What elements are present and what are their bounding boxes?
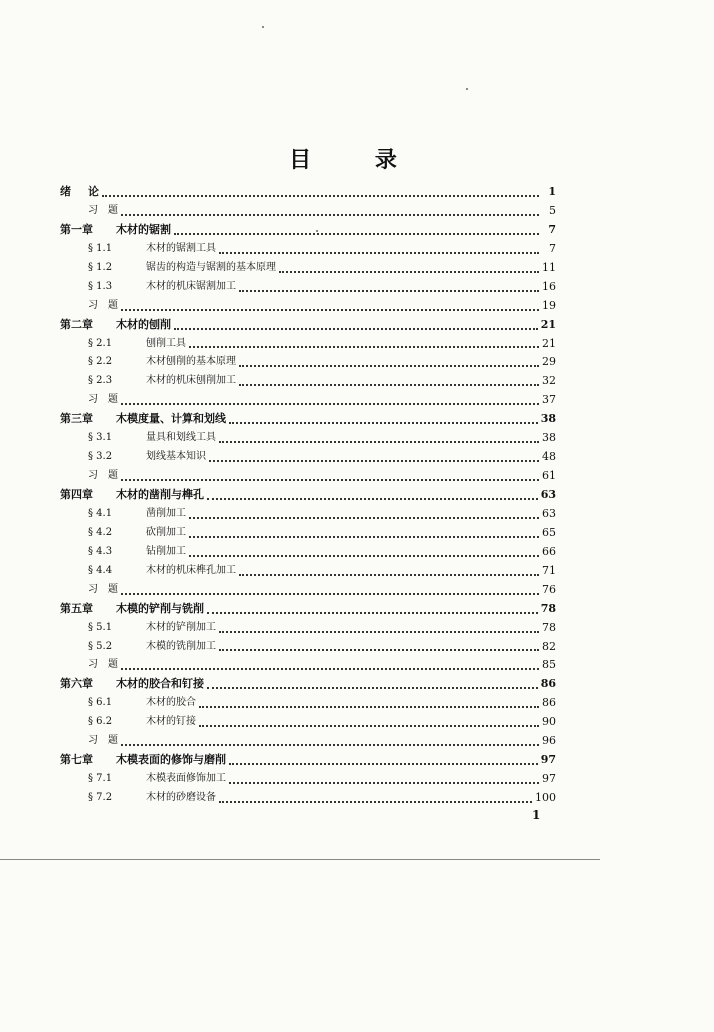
dot-leader xyxy=(121,478,539,481)
dot-leader xyxy=(239,289,539,292)
entry-page-number: 90 xyxy=(542,715,556,729)
entry-page-number: 48 xyxy=(542,450,556,464)
dot-leader xyxy=(207,611,538,614)
dot-leader xyxy=(121,743,539,746)
entry-page-number: 96 xyxy=(542,734,556,748)
section-number: § 5.1 xyxy=(88,621,113,633)
entry-title: 木模表面的修饰与磨削 xyxy=(116,753,226,767)
entry-page-number: 63 xyxy=(542,506,556,520)
chapter-number: 第一章 xyxy=(60,222,93,236)
toc-entry-section xyxy=(60,448,556,467)
entry-title: 木材的锯割 xyxy=(116,222,171,236)
toc-entry-section xyxy=(60,543,556,562)
toc-entry-section xyxy=(60,505,556,524)
entry-page-number: 37 xyxy=(542,393,556,407)
dot-leader xyxy=(174,232,539,235)
entry-title: 习 题 xyxy=(88,735,118,747)
dot-leader xyxy=(219,251,539,254)
dot-leader xyxy=(102,194,539,197)
entry-title: 论 xyxy=(88,185,99,198)
entry-page-number: 86 xyxy=(540,677,556,691)
section-number: § 4.2 xyxy=(88,526,113,538)
entry-title: 木材的机床刨削加工 xyxy=(146,375,236,387)
entry-title: 锯齿的构造与锯割的基本原理 xyxy=(146,261,276,273)
entry-page-number: 19 xyxy=(542,298,556,312)
entry-title: 凿削加工 xyxy=(146,507,186,519)
entry-page-number: 65 xyxy=(542,525,556,539)
toc-entry-section xyxy=(60,259,556,278)
entry-title: 木材的钉接 xyxy=(146,716,196,728)
toc-entry-exercise xyxy=(60,732,556,751)
dot-leader xyxy=(229,762,538,765)
dot-leader xyxy=(207,497,538,500)
dot-leader xyxy=(189,345,539,348)
entry-page-number: 5 xyxy=(549,203,556,217)
section-number: § 1.1 xyxy=(88,242,113,254)
entry-title: 钻削加工 xyxy=(146,545,186,557)
entry-title: 刨削工具 xyxy=(146,337,186,349)
entry-title: 习 题 xyxy=(88,659,118,671)
entry-title: 习 题 xyxy=(88,204,118,216)
entry-title: 量具和划线工具 xyxy=(146,432,216,444)
toc-entry-section xyxy=(60,562,556,581)
toc-entry-exercise xyxy=(60,581,556,600)
scan-speck xyxy=(466,88,468,90)
chapter-number: 第七章 xyxy=(60,753,93,767)
dot-leader xyxy=(219,440,539,443)
toc-entry-chapter xyxy=(60,221,556,240)
entry-title: 木材刨削的基本原理 xyxy=(146,356,236,368)
dot-leader xyxy=(189,535,539,538)
toc-entry-section xyxy=(60,713,556,732)
chapter-number: 第六章 xyxy=(60,677,93,691)
entry-page-number: 21 xyxy=(540,317,556,331)
toc-entry-section xyxy=(60,278,556,297)
toc-entry-exercise xyxy=(60,297,556,316)
toc-entry-chapter xyxy=(60,486,556,505)
section-number: § 2.1 xyxy=(88,337,113,349)
toc-entry-section xyxy=(60,335,556,354)
entry-title: 习 题 xyxy=(88,470,118,482)
dot-leader xyxy=(207,686,538,689)
entry-page-number: 78 xyxy=(540,601,556,615)
toc-entry-exercise xyxy=(60,467,556,486)
entry-title: 木材的凿削与榫孔 xyxy=(116,488,204,501)
entry-page-number: 76 xyxy=(542,582,556,596)
entry-title: 砍削加工 xyxy=(146,526,186,538)
entry-page-number: 85 xyxy=(542,658,556,672)
entry-title: 木材的刨削 xyxy=(116,317,171,331)
section-number: § 3.1 xyxy=(88,432,113,444)
dot-leader xyxy=(189,554,539,557)
toc-entry-chapter xyxy=(60,751,556,770)
dot-leader xyxy=(279,270,539,273)
section-number: § 4.1 xyxy=(88,507,113,519)
section-number: § 4.3 xyxy=(88,545,113,557)
dot-leader xyxy=(199,724,539,727)
dot-leader xyxy=(121,213,539,216)
entry-page-number: 82 xyxy=(542,639,556,653)
entry-title: 木材的锯割工具 xyxy=(146,242,216,254)
dot-leader xyxy=(121,308,539,311)
entry-page-number: 78 xyxy=(542,620,556,634)
dot-leader xyxy=(189,516,539,519)
entry-page-number: 71 xyxy=(542,563,556,577)
entry-title: 习 题 xyxy=(88,299,118,311)
toc-entry-chapter xyxy=(60,675,556,694)
toc-entry-section xyxy=(60,372,556,391)
toc-entry-exercise xyxy=(60,391,556,410)
entry-page-number: 1 xyxy=(548,185,556,198)
dot-leader xyxy=(219,630,539,633)
dot-leader xyxy=(121,667,539,670)
entry-page-number: 63 xyxy=(540,488,556,501)
toc-entry-section xyxy=(60,353,556,372)
dot-leader xyxy=(239,573,539,576)
dot-leader xyxy=(121,592,539,595)
section-number: § 7.1 xyxy=(88,773,113,785)
table-of-contents xyxy=(60,183,556,808)
toc-entry-chapter xyxy=(60,316,556,335)
section-number: § 7.2 xyxy=(88,792,113,803)
section-number: § 2.2 xyxy=(88,356,113,368)
entry-page-number: 16 xyxy=(542,279,556,293)
section-number: § 3.2 xyxy=(88,451,113,463)
dot-leader xyxy=(219,800,532,803)
entry-page-number: 97 xyxy=(540,753,556,767)
chapter-number: 第五章 xyxy=(60,601,93,615)
section-number: § 6.1 xyxy=(88,697,113,709)
toc-entry-intro xyxy=(60,183,556,202)
entry-page-number: 38 xyxy=(542,431,556,445)
dot-leader xyxy=(174,327,538,330)
toc-entry-exercise xyxy=(60,656,556,675)
toc-entry-section xyxy=(60,694,556,713)
entry-page-number: 32 xyxy=(542,374,556,388)
dot-leader xyxy=(209,459,539,462)
entry-title: 木材的铲削加工 xyxy=(146,621,216,633)
dot-leader xyxy=(239,364,539,367)
entry-title: 木材的机床榫孔加工 xyxy=(146,564,236,576)
entry-page-number: 86 xyxy=(542,696,556,710)
dot-leader xyxy=(239,383,539,386)
toc-entry-section xyxy=(60,524,556,543)
entry-title: 木材的胶合 xyxy=(146,697,196,709)
dot-leader xyxy=(229,781,539,784)
toc-entry-section xyxy=(60,789,556,808)
section-number: § 5.2 xyxy=(88,640,113,652)
entry-title: 木材的胶合和钉接 xyxy=(116,677,204,691)
entry-title: 木材的机床锯割加工 xyxy=(146,280,236,292)
entry-page-number: 38 xyxy=(540,412,556,426)
entry-title: 木模的铣削加工 xyxy=(146,640,216,652)
toc-entry-chapter xyxy=(60,600,556,619)
entry-title: 划线基本知识 xyxy=(146,451,206,463)
entry-page-number: 21 xyxy=(542,336,556,350)
intro-char: 绪 xyxy=(60,185,71,198)
entry-page-number: 11 xyxy=(542,260,556,274)
scan-edge-line xyxy=(0,859,600,860)
entry-page-number: 7 xyxy=(548,222,556,236)
chapter-number: 第二章 xyxy=(60,317,93,331)
dot-leader xyxy=(199,705,539,708)
toc-entry-exercise xyxy=(60,202,556,221)
entry-title: 木模度量、计算和划线 xyxy=(116,412,226,426)
section-number: § 6.2 xyxy=(88,716,113,728)
section-number: § 1.2 xyxy=(88,261,113,273)
chapter-number: 第四章 xyxy=(60,488,93,501)
dot-leader xyxy=(219,648,539,651)
chapter-number: 第三章 xyxy=(60,412,93,426)
section-number: § 2.3 xyxy=(88,375,113,387)
dot-leader xyxy=(121,402,539,405)
scan-speck xyxy=(316,230,318,232)
entry-page-number: 7 xyxy=(549,241,556,255)
scan-speck xyxy=(262,26,264,28)
entry-title: 木模的铲削与铣削 xyxy=(116,601,204,615)
section-number: § 4.4 xyxy=(88,564,113,576)
entry-page-number: 97 xyxy=(542,772,556,786)
page-title: 目 录 xyxy=(289,148,425,173)
entry-page-number: 29 xyxy=(542,355,556,369)
page-number: 1 xyxy=(532,808,541,822)
toc-entry-chapter xyxy=(60,410,556,429)
toc-entry-section xyxy=(60,638,556,657)
entry-page-number: 66 xyxy=(542,544,556,558)
entry-title: 习 题 xyxy=(88,583,118,595)
toc-entry-section xyxy=(60,429,556,448)
section-number: § 1.3 xyxy=(88,280,113,292)
toc-entry-section xyxy=(60,770,556,789)
dot-leader xyxy=(229,421,538,424)
entry-title: 木材的砂磨设备 xyxy=(146,792,216,803)
entry-page-number: 61 xyxy=(542,469,556,483)
entry-page-number: 100 xyxy=(535,791,556,804)
entry-title: 木模表面修饰加工 xyxy=(146,773,226,785)
entry-title: 习 题 xyxy=(88,394,118,406)
toc-entry-section xyxy=(60,619,556,638)
toc-entry-section xyxy=(60,240,556,259)
